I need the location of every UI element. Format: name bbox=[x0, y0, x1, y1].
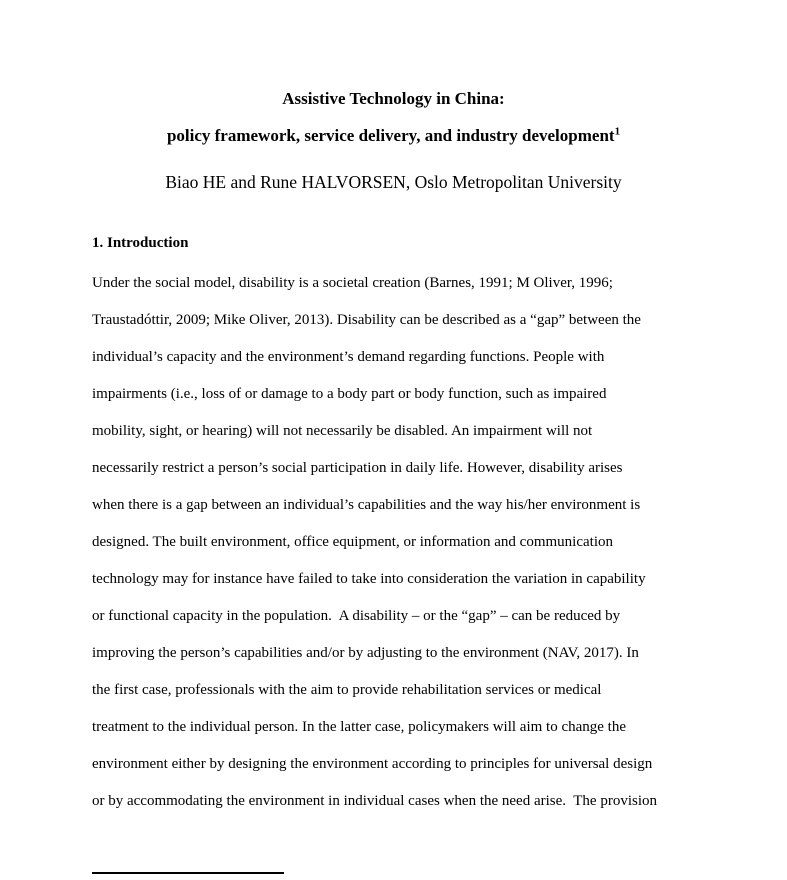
paragraph-line: Under the social model, disability is a societal creation (Barnes, 1991; M Oliver, 1996; bbox=[92, 275, 613, 291]
paper-title-line-1: Assistive Technology in China: bbox=[282, 89, 505, 108]
section-heading-introduction: 1. Introduction bbox=[92, 235, 189, 251]
paragraph-line: treatment to the individual person. In the latter case, policymakers will aim to change the bbox=[92, 719, 626, 735]
paragraph-line: technology may for instance have failed to take into consideration the variation in capability bbox=[92, 571, 646, 587]
footnote-marker: 1 bbox=[614, 125, 621, 138]
paper-title-line-2 bbox=[0, 126, 787, 146]
authors-byline: Biao HE and Rune HALVORSEN, Oslo Metropolitan University bbox=[165, 172, 622, 192]
footnote-separator-rule bbox=[92, 872, 284, 874]
paragraph-line: improving the person’s capabilities and/or by adjusting to the environment (NAV, 2017). In bbox=[92, 645, 639, 661]
paragraph-line: or functional capacity in the population. A disability – or the “gap” – can be reduced by bbox=[92, 608, 621, 624]
paragraph-line: Traustadóttir, 2009; Mike Oliver, 2013). Disability can be described as a “gap” between the bbox=[92, 312, 641, 328]
paragraph-line: necessarily restrict a person’s social participation in daily life. However, disability arises bbox=[92, 460, 623, 476]
paragraph-line: impairments (i.e., loss of or damage to a body part or body function, such as impaired bbox=[92, 386, 607, 402]
intro-paragraph bbox=[92, 265, 712, 820]
paragraph-line: designed. The built environment, office equipment, or information and communication bbox=[92, 534, 613, 550]
paragraph-line: mobility, sight, or hearing) will not necessarily be disabled. An impairment will not bbox=[92, 423, 593, 439]
paragraph-line: the first case, professionals with the aim to provide rehabilitation services or medical bbox=[92, 682, 602, 698]
paragraph-line: environment either by designing the environment according to principles for universal design bbox=[92, 756, 653, 772]
paragraph-line: when there is a gap between an individual’s capabilities and the way his/her environment is bbox=[92, 497, 641, 513]
paragraph-line: individual’s capacity and the environment’s demand regarding functions. People with bbox=[92, 349, 605, 365]
paper-title-line-2-text: policy framework, service delivery, and industry development bbox=[166, 126, 615, 145]
paragraph-line: or by accommodating the environment in individual cases when the need arise. The provision bbox=[92, 793, 657, 809]
